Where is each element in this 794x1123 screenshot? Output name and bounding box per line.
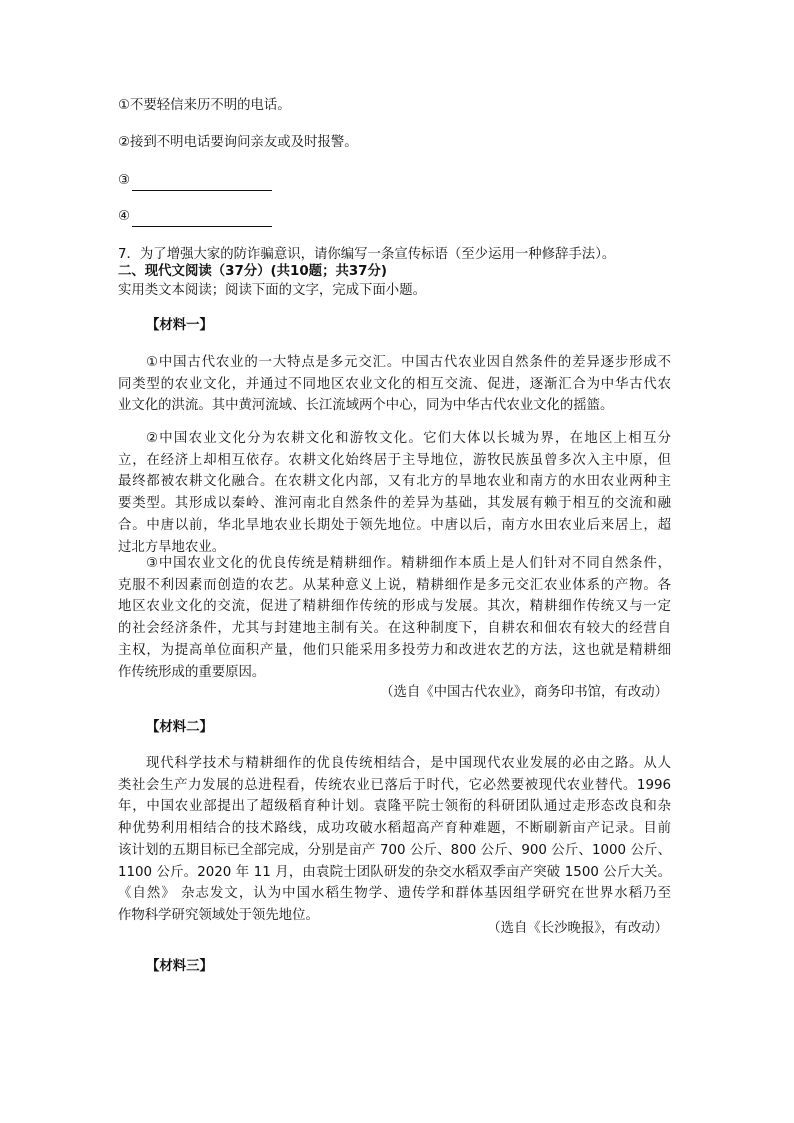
material-2-source: （选自《长沙晚报》，有改动） <box>487 921 668 936</box>
m1-p1-line: 业文化的洪流。其中黄河流域、长江流域两个中心，同为中华古代农业文化的摇篮。 <box>118 398 614 414</box>
m2-p1-line: 类社会生产力发展的总进程看，传统农业已落后于时代，它必然要被现代农业替代。1996 <box>118 777 671 793</box>
m1-p1-line: 同类型的农业文化，并通过不同地区农业文化的相互交流、促进，逐渐汇合为中华古代农 <box>118 376 671 392</box>
tip-3-label: ③ <box>118 173 131 188</box>
m2-p1-line: 《自然》 杂志发文，认为中国水稻生物学、遗传学和群体基因组学研究在世界水稻乃至 <box>118 886 671 902</box>
m1-p2-line: 立，在经济上却相互依存。农耕文化始终居于主导地位，游牧民族虽曾多次入主中原，但 <box>118 452 671 468</box>
m1-p2-line: 合。中唐以前，华北旱地农业长期处于领先地位。中唐以后，南方水田农业后来居上，超 <box>118 517 671 533</box>
m1-p3-line: 主权，为提高单位面积产量，他们只能采用多投劳力和改进农艺的方法，这也就是精耕细 <box>118 642 671 658</box>
tip-2: ②接到不明电话要询问亲友或及时报警。 <box>118 135 358 150</box>
tip-4-label: ④ <box>118 209 131 224</box>
tip-4-blank-line[interactable] <box>132 211 272 227</box>
material-3-title: 【材料三】 <box>146 959 213 974</box>
tip-3-row <box>118 171 272 191</box>
m2-p1-line: 种优势利用相结合的技术路线，成功攻破水稻超高产育种难题，不断刷新亩产记录。目前 <box>118 821 671 837</box>
m1-p2-line: 过北方旱地农业。 <box>118 539 226 555</box>
m1-p2-line: 要类型。其形成以秦岭、淮河南北自然条件的差异为基础，其发展有赖于相互的交流和融 <box>118 496 671 512</box>
material-1-paragraph-1 <box>118 352 671 417</box>
reading-instruction: 实用类文本阅读；阅读下面的文字，完成下面小题。 <box>118 283 426 298</box>
m2-p1-line: 现代科学技术与精耕细作的优良传统相结合，是中国现代农业发展的必由之路。从人 <box>146 756 671 771</box>
tip-1: ①不要轻信来历不明的电话。 <box>118 98 291 113</box>
m2-p1-line: 该计划的五期目标已全部完成，分别是亩产 700 公斤、800 公斤、900 公斤、1000 公斤、 <box>118 842 671 858</box>
m1-p2-line: 最终都被农耕文化融合。在农耕文化内部，又有北方的旱地农业和南方的水田农业两种主 <box>118 474 671 490</box>
material-2-paragraph-1 <box>118 753 671 927</box>
tip-3-blank-line[interactable] <box>132 175 272 191</box>
question-7: 7．为了增强大家的防诈骗意识，请你编写一条宣传标语（至少运用一种修辞手法）。 <box>118 247 616 262</box>
material-1-paragraph-2 <box>118 428 671 558</box>
m1-p1-line: ①中国古代农业的一大特点是多元交汇。中国古代农业因自然条件的差异逐步形成不 <box>146 355 671 370</box>
tip-4-row <box>118 207 272 227</box>
material-1-source: （选自《中国古代农业》，商务印书馆，有改动） <box>380 685 668 700</box>
material-1-paragraph-3 <box>118 553 671 683</box>
m1-p3-line: 的社会经济条件，尤其与封建地主制有关。在这种制度下，自耕农和佃农有较大的经营自 <box>118 621 671 637</box>
material-2-title: 【材料二】 <box>146 720 213 735</box>
section-title: 二、现代文阅读（37分）(共10题；共37分) <box>118 264 388 279</box>
m2-p1-line: 作物科学研究领域处于领先地位。 <box>118 907 319 923</box>
m2-p1-line: 1100 公斤。2020 年 11 月，由袁院士团队研发的杂交水稻双季亩产突破 1500 公斤大关。 <box>118 864 671 880</box>
m1-p3-line: 作传统形成的重要原因。 <box>118 664 266 680</box>
material-1-title: 【材料一】 <box>146 318 213 333</box>
m2-p1-line: 年，中国农业部提出了超级稻育种计划。袁隆平院士领衔的科研团队通过走形态改良和杂 <box>118 799 671 815</box>
m1-p3-line: 克服不利因素而创造的农艺。从某种意义上说，精耕细作是多元交汇农业体系的产物。各 <box>118 577 671 593</box>
m1-p3-line: 地区农业文化的交流，促进了精耕细作传统的形成与发展。其次，精耕细作传统又与一定 <box>118 599 671 615</box>
m1-p3-line: ③中国农业文化的优良传统是精耕细作。精耕细作本质上是人们针对不同自然条件， <box>146 556 671 571</box>
m1-p2-line: ②中国农业文化分为农耕文化和游牧文化。它们大体以长城为界，在地区上相互分 <box>146 431 671 446</box>
